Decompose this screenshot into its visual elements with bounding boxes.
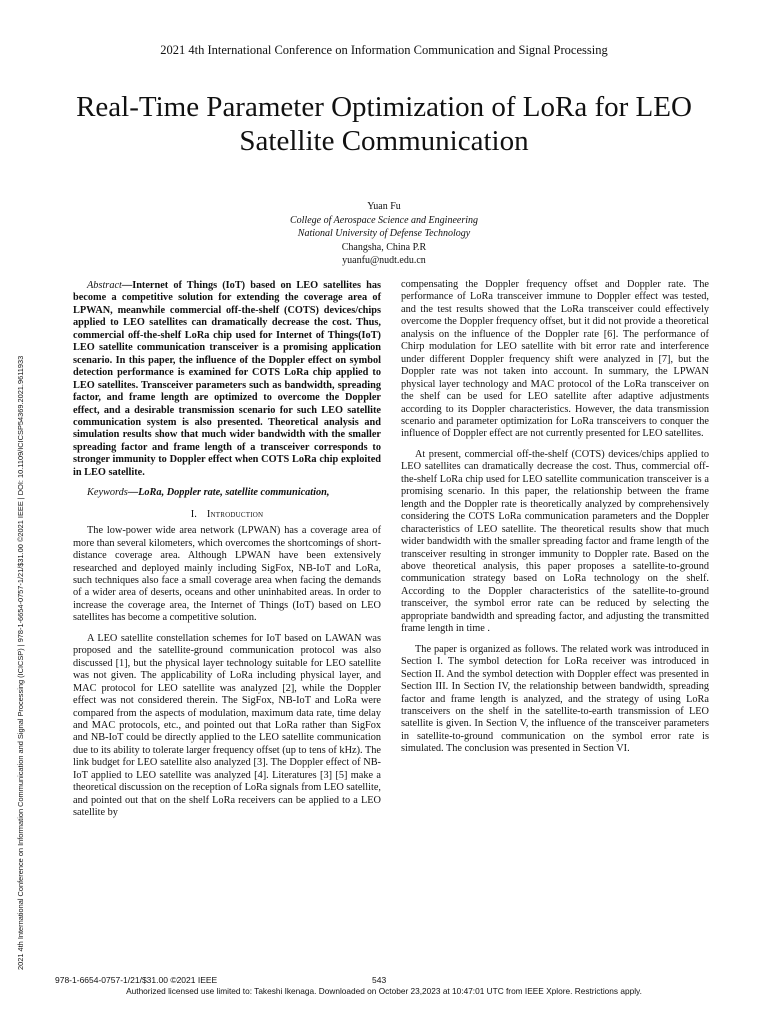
- intro-paragraph: The low-power wide area network (LPWAN) has a coverage area of more than several kilometers, which overcomes the shortcomings of short-distance coverage area. Although LPWAN have been extensively researched and deployed mainly including SigFox, NB-IoT and LoRa, such techniques also face a small coverage area when facing the demands of a wider area of deserts, oceans and other uninhabited areas. In order to increase the coverage area, the Internet of Things (IoT) based on LEO satellites has become a competitive solution.: [73, 525, 381, 624]
- section-title: Introduction: [206, 508, 264, 520]
- keywords-lead: Keywords: [87, 487, 128, 499]
- sidebar-citation: [11, 165, 31, 970]
- author-name: Yuan Fu: [367, 201, 401, 212]
- author-affiliation-college: College of Aerospace Science and Engineering: [289, 214, 478, 226]
- section-number: I.: [190, 508, 197, 520]
- body-paragraph: The paper is organized as follows. The related work was introduced in Section I. The symbol detection for LoRa receiver was introduced in Section II. And the symbol detection with Doppler effect was presented in Section III. In Section IV, the relationship between bandwidth, spreading factor and frame length is analyzed, and the strategy of using LoRa transceivers on the shelf in the satellite-to-earth transmission of LEO satellite is given. In Section V, the influence of the transceiver parameters in satellite-to-ground communication on the symbol error rate is simulated. The conclusion was presented in Section VI.: [401, 643, 709, 755]
- abstract-text: Internet of Things (IoT) based on LEO satellites has become a competitive solution for extending the coverage area of LPWAN, meanwhile commercial off-the-shelf (COTS) devices/chips applied to LEO satellites can dramatically decrease the cost. Thus, commercial off-the-shelf LoRa chip used for Internet of Things(IoT) LEO satellite communication transceiver is a promising application scenario. In this paper, the influence of the Doppler effect on symbol detection performance is examined for COTS LoRa chip applied to LEO satellites. Transceiver parameters such as bandwidth, spreading factor, and frame length are optimized to overcome the Doppler effect, and a desirable transmission scenario for such LEO satellite communication system is also presented. Theoretical analysis and simulation results show that much wider bandwidth with the smaller spreading factor and frame length of a transceiver corresponds to stronger immunity to Doppler effect when COTS LoRa chip exploited in LEO satellite.: [73, 280, 381, 478]
- abstract-lead: Abstract: [87, 280, 122, 291]
- section-heading-introduction: [73, 509, 381, 521]
- keywords: Keywords—LoRa, Doppler rate, satellite communication,: [87, 487, 330, 499]
- body-paragraph: compensating the Doppler frequency offset and Doppler rate. The performance of LoRa transceiver immune to Doppler effect was tested, and the test results showed that the LoRa transceiver could effectively overcome the Doppler frequency offset, but it did not provide a theoretical analysis on the influence of the Doppler rate [6]. The performance of Chirp modulation for LEO satellite with bit error rate and interference under different Doppler frequency shift were analyzed in [7], but the Doppler rate was not taken into account. In summary, the LPWAN physical layer technology and MAC protocol of the LoRa transceiver on the shelf can be used for LEO satellite after adaptive adjustments according to its Doppler characteristics. However, the data transmission scenario and parameter optimization for LoRa transceivers to conquer the influence of Doppler effect are not currently presented for LEO satellites.: [401, 279, 709, 440]
- conference-header: 2021 4th International Conference on Information Communication and Signal Processing: [160, 43, 608, 57]
- intro-paragraph: A LEO satellite constellation schemes for IoT based on LAWAN was proposed and the satellite-ground communication protocol was also discussed [1], but the physical layer technology suitable for LEO satellite was not given. The applicability of LoRa including physical layer, and MAC protocol for LEO satellite was analyzed [2], while the Doppler effect was not considered therein. The SigFox, NB-IoT and LoRa were compared from the aspects of modulation, maximum data rate, time delay and MAC protocols, etc., and pointed out that LoRa rather than SigFox and NB-IoT could be directly applied to the LEO satellite communication due to its ability to tolerate larger frequency offset (up to tens of kHz). The link budget for LEO satellite also analyzed [3]. The Doppler effect of NB-IoT applied to LEO satellite was analyzed [4]. Literatures [3] [5] make a theoretical discussion on the reception of LoRa signals from LEO satellite, and pointed out that on the shelf LoRa receivers can be applied to a LEO satellite by: [73, 632, 381, 819]
- body-paragraph: At present, commercial off-the-shelf (COTS) devices/chips applied to LEO satellites can dramatically decrease the cost. Thus, commercial off-the-shelf LoRa chip used for LEO satellite communication transceiver is a promising scenario. In this paper, the relationship between the frame length and the Doppler rate is theoretically analyzed by comprehensively considering the COTS LoRa communication parameters and the Doppler characteristics of LEO satellite. The theoretical results show that much wider bandwidth with the smaller spreading factor and frame length of the transceiver resulting in stronger immunity to Doppler rate. Based on the above theoretical analysis, this paper proposes a satellite-to-ground communication strategy based on LoRa technology on the shelf. According to the Doppler characteristics of the satellite-to-ground transceiver, the symbol error rate can be reduced by selecting the appropriate bandwidth and spreading factor, and adjusting the transmitted frame length in time .: [401, 448, 709, 635]
- author-location: Changsha, China P.R: [341, 241, 427, 253]
- sidebar-citation-text: 2021 4th International Conference on Information Communication and Signal Processing (ICICSP) | 978-1-6654-0757-1/21/$31.00 ©2021 IEEE | DOI: 10.1109/ICICSP54369.2021.9611933: [16, 355, 25, 970]
- footer-isbn: 978-1-6654-0757-1/21/$31.00 ©2021 IEEE: [55, 975, 218, 985]
- paper-title: Real-Time Parameter Optimization of LoRa for LEO Satellite Communication: [76, 91, 692, 157]
- right-column: [401, 279, 709, 756]
- author-block: [0, 200, 768, 268]
- abstract: Abstract—Internet of Things (IoT) based on LEO satellites has become a competitive solution for extending the coverage area of LPWAN, meanwhile commercial off-the-shelf (COTS) devices/chips applied to LEO satellites can dramatically decrease the cost. Thus, commercial off-the-shelf LoRa chip used for Internet of Things(IoT) LEO satellite communication transceiver is a promising application scenario. In this paper, the influence of the Doppler effect on symbol detection performance is examined for COTS LoRa chip applied to LEO satellites. Transceiver parameters such as bandwidth, spreading factor, and frame length are optimized to overcome the Doppler effect, and a desirable transmission scenario for such LEO satellite communication system is also presented. Theoretical analysis and simulation results show that much wider bandwidth with the smaller spreading factor and frame length of a transceiver corresponds to stronger immunity to Doppler effect when COTS LoRa chip exploited in LEO satellite.: [73, 280, 381, 478]
- author-email: yuanfu@nudt.edu.cn: [342, 255, 426, 266]
- author-affiliation-university: National University of Defense Technology: [297, 228, 471, 239]
- license-notice: Authorized licensed use limited to: Takeshi Ikenaga. Downloaded on October 23,2023 at 10:47:01 UTC from IEEE Xplore. Restrictions apply.: [126, 986, 642, 996]
- page-number: 543: [372, 975, 387, 985]
- left-column: [73, 280, 381, 820]
- keywords-text: LoRa, Doppler rate, satellite communication,: [138, 487, 330, 499]
